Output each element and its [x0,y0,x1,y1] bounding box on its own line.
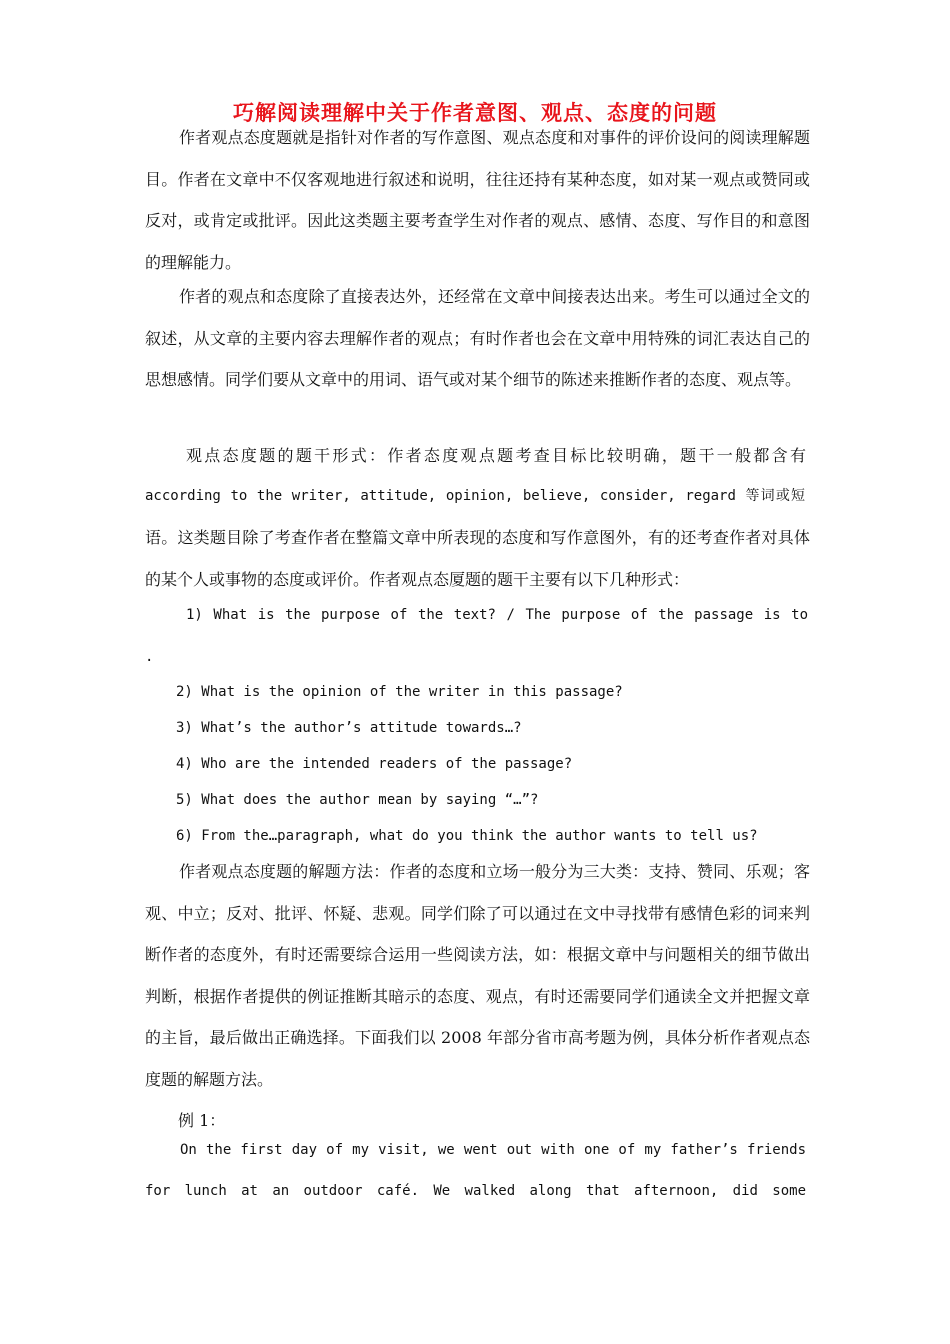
question-form-3: 3) What’s the author’s attitude towards…? [176,720,522,736]
question-form-5: 5) What does the author mean by saying “…”? [176,792,539,808]
question-form-6: 6) From the…paragraph, what do you think the author wants to tell us? [176,828,758,844]
paragraph-question-forms-line1: 观点态度题的题干形式：作者态度观点题考查目标比较明确，题干一般都含有 [186,446,806,465]
example-label: 例 1： [178,1111,226,1130]
question-form-4: 4) Who are the intended readers of the passage? [176,756,573,772]
example-text-line2: for lunch at an outdoor café. We walked along that afternoon, did some [145,1183,806,1199]
paragraph-intro: 作者观点态度题就是指针对作者的写作意图、观点态度和对事件的评价设问的阅读理解题目。作者在文章中不仅客观地进行叙述和说明，往往还持有某种态度，如对某一观点或赞同或反对，或肯定或批评。因此这类题主要考查学生对作者的观点、感情、态度、写作目的和意图的理解能力。 [145,128,810,272]
example-text-line1: On the first day of my visit, we went out with one of my father’s friends [180,1142,806,1158]
question-form-2: 2) What is the opinion of the writer in this passage? [176,684,623,700]
paragraph-question-forms-line2: according to the writer, attitude, opinion, believe, consider, regard 等词或短 [145,488,805,504]
paragraph-question-forms-rest: 语。这类题目除了考查作者在整篇文章中所表现的态度和写作意图外，有的还考查作者对具体的某个人或事物的态度或评价。作者观点态厦题的题干主要有以下几种形式： [145,528,810,589]
paragraph-solving-methods: 作者观点态度题的解题方法：作者的态度和立场一般分为三大类：支持、赞同、乐观；客观、中立；反对、批评、怀疑、悲观。同学们除了可以通过在文中寻找带有感情色彩的词来判断作者的态度外，有时还需要综合运用一些阅读方法，如：根据文章中与问题相关的细节做出判断，根据作者提供的例证推断其暗示的态度、观点，有时还需要同学们通读全文并把握文章的主旨，最后做出正确选择。下面我们以 2008 年部分省市高考题为例，具体分析作者观点态度题的解题方法。 [145,862,810,1089]
paragraph-indirect-expression: 作者的观点和态度除了直接表达外，还经常在文章中间接表达出来。考生可以通过全文的叙述，从文章的主要内容去理解作者的观点；有时作者也会在文章中用特殊的词汇表达自己的思想感情。同学们要从文章中的用词、语气或对某个细节的陈述来推断作者的态度、观点等。 [145,287,810,389]
question-form-1-continuation: . [145,649,154,665]
document-title: 巧解阅读理解中关于作者意图、观点、态度的问题 [233,100,717,125]
question-form-1: 1) What is the purpose of the text? / The purpose of the passage is to [186,607,808,623]
